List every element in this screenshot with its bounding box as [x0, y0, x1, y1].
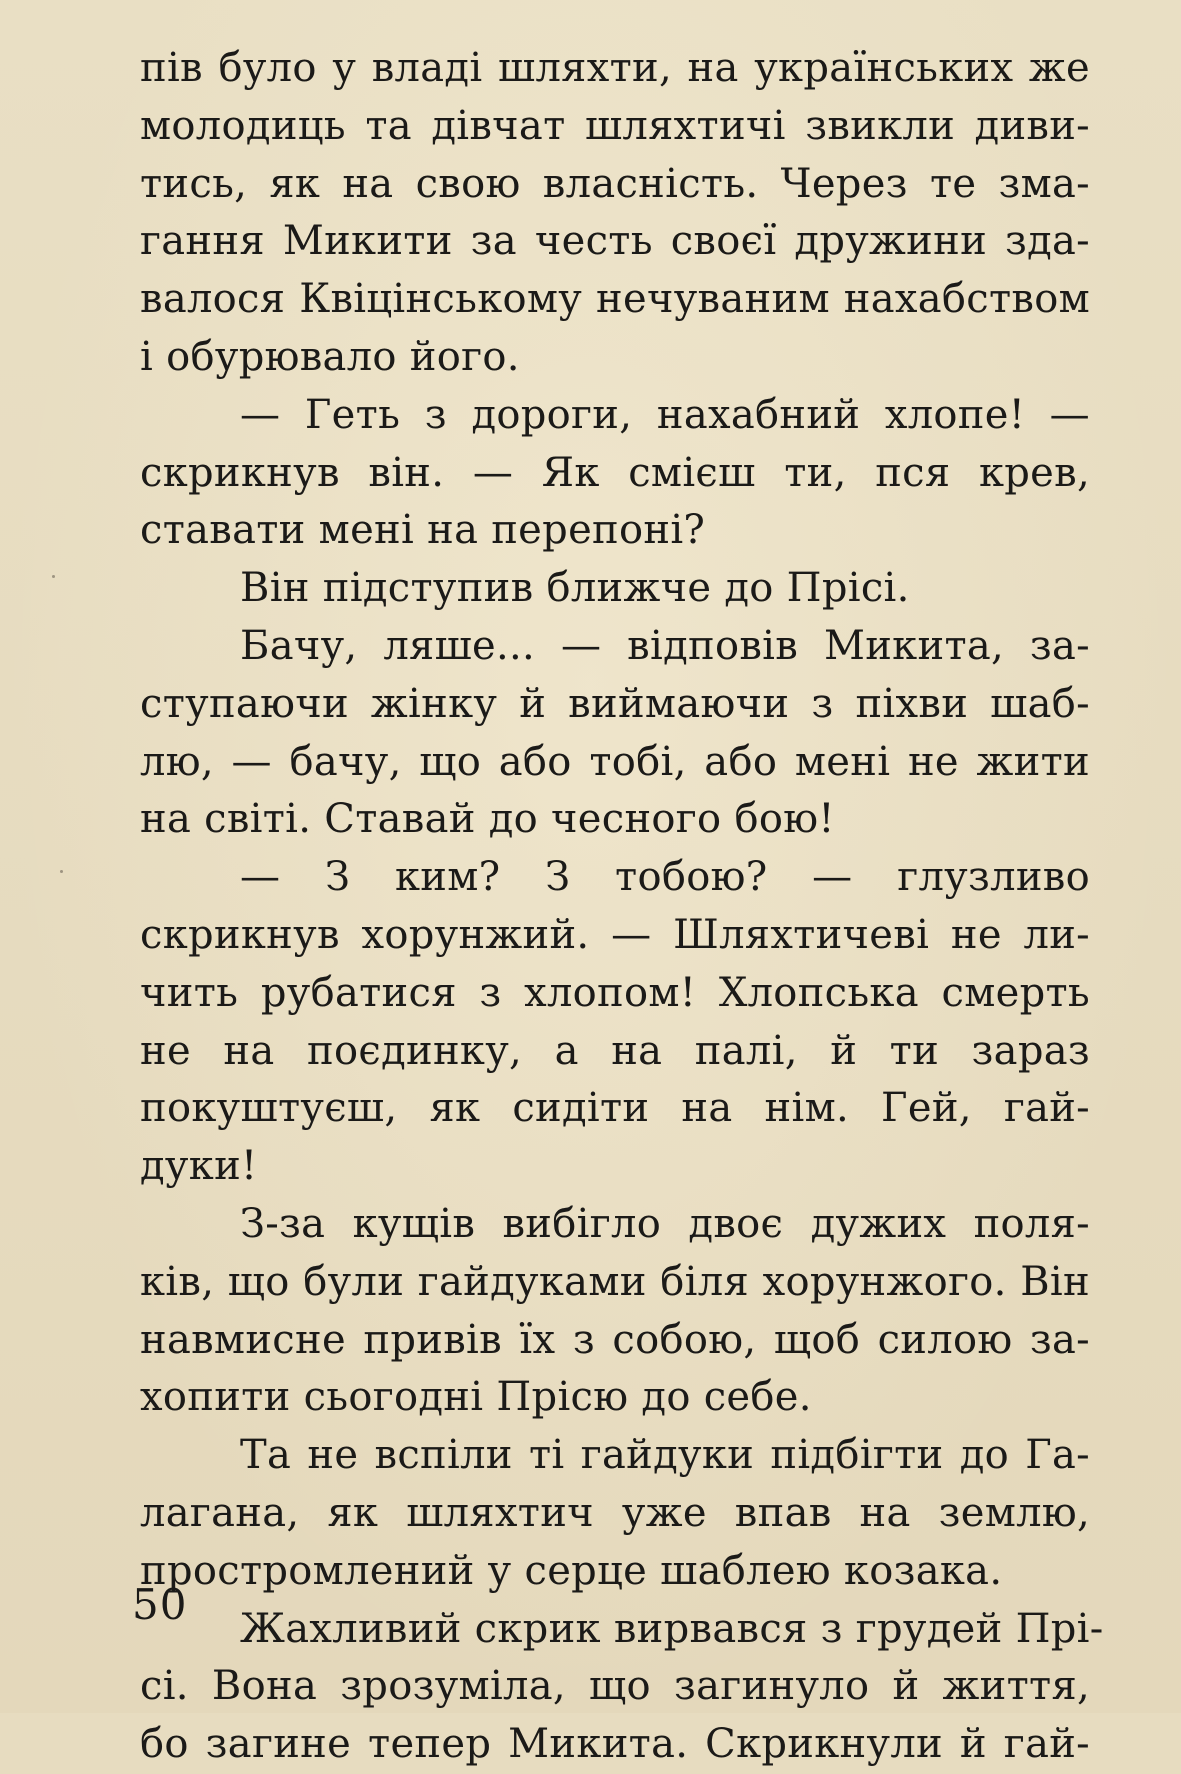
text-line: лю, — бачу, що або тобі, або мені не жити [140, 738, 1090, 785]
text-line: Жахливий скрик вирвався з грудей Прі- [240, 1605, 1104, 1652]
text-line: скрикнув він. — Як смієш ти, пся крев, [140, 449, 1090, 496]
paper-speck [60, 870, 63, 873]
text-line: ставати мені на перепоні? [140, 507, 706, 554]
page-text [140, 40, 1104, 1774]
text-line: не на поєдинку, а на палі, й ти зараз [140, 1027, 1090, 1074]
text-line: Він підступив ближче до Прісі. [240, 565, 910, 612]
text-line: чить рубатися з хлопом! Хлопська смерть [140, 969, 1090, 1016]
text-line: на світі. Ставай до чесного бою! [140, 796, 835, 843]
text-line: сі. Вона зрозуміла, що загинуло й життя, [140, 1663, 1090, 1710]
text-line: хопити сьогодні Прісю до себе. [140, 1374, 812, 1421]
text-line: покуштуєш, як сидіти на нім. Гей, гай- [140, 1085, 1090, 1132]
text-line: молодиць та дівчат шляхтичі звикли диви- [140, 102, 1090, 149]
text-line: дуки! [140, 1143, 258, 1190]
text-line: — З ким? З тобою? — глузливо [240, 854, 1090, 901]
text-line: — Геть з дороги, нахабний хлопе! — [240, 391, 1090, 438]
text-line: ступаючи жінку й виймаючи з піхви шаб- [140, 680, 1090, 727]
text-line: бо загине тепер Микита. Скрикнули й гай- [140, 1721, 1090, 1768]
text-line: простромлений у серце шаблею козака. [140, 1547, 1003, 1594]
text-line: тись, як на свою власність. Через те зма- [140, 160, 1090, 207]
text-line: гання Микити за честь своєї дружини зда- [140, 218, 1090, 265]
text-line: ків, що були гайдуками біля хорунжого. Він [140, 1258, 1090, 1305]
page-number: 50 [132, 1580, 188, 1629]
text-line: З-за кущів вибігло двоє дужих поля- [240, 1200, 1090, 1247]
text-line: і обурювало його. [140, 333, 520, 380]
text-line: навмисне привів їх з собою, щоб силою за- [140, 1316, 1090, 1363]
text-line: Та не вспіли ті гайдуки підбігти до Га- [240, 1432, 1090, 1479]
text-line: валося Квіцінському нечуваним нахабством [140, 276, 1090, 323]
text-line: пів було у владі шляхти, на українських же [140, 45, 1090, 91]
paper-speck [52, 575, 55, 578]
text-line: лагана, як шляхтич уже впав на землю, [140, 1489, 1090, 1536]
text-line: скрикнув хорунжий. — Шляхтичеві не ли- [140, 911, 1090, 958]
text-line: Бачу, ляше... — відповів Микита, за- [240, 622, 1090, 669]
